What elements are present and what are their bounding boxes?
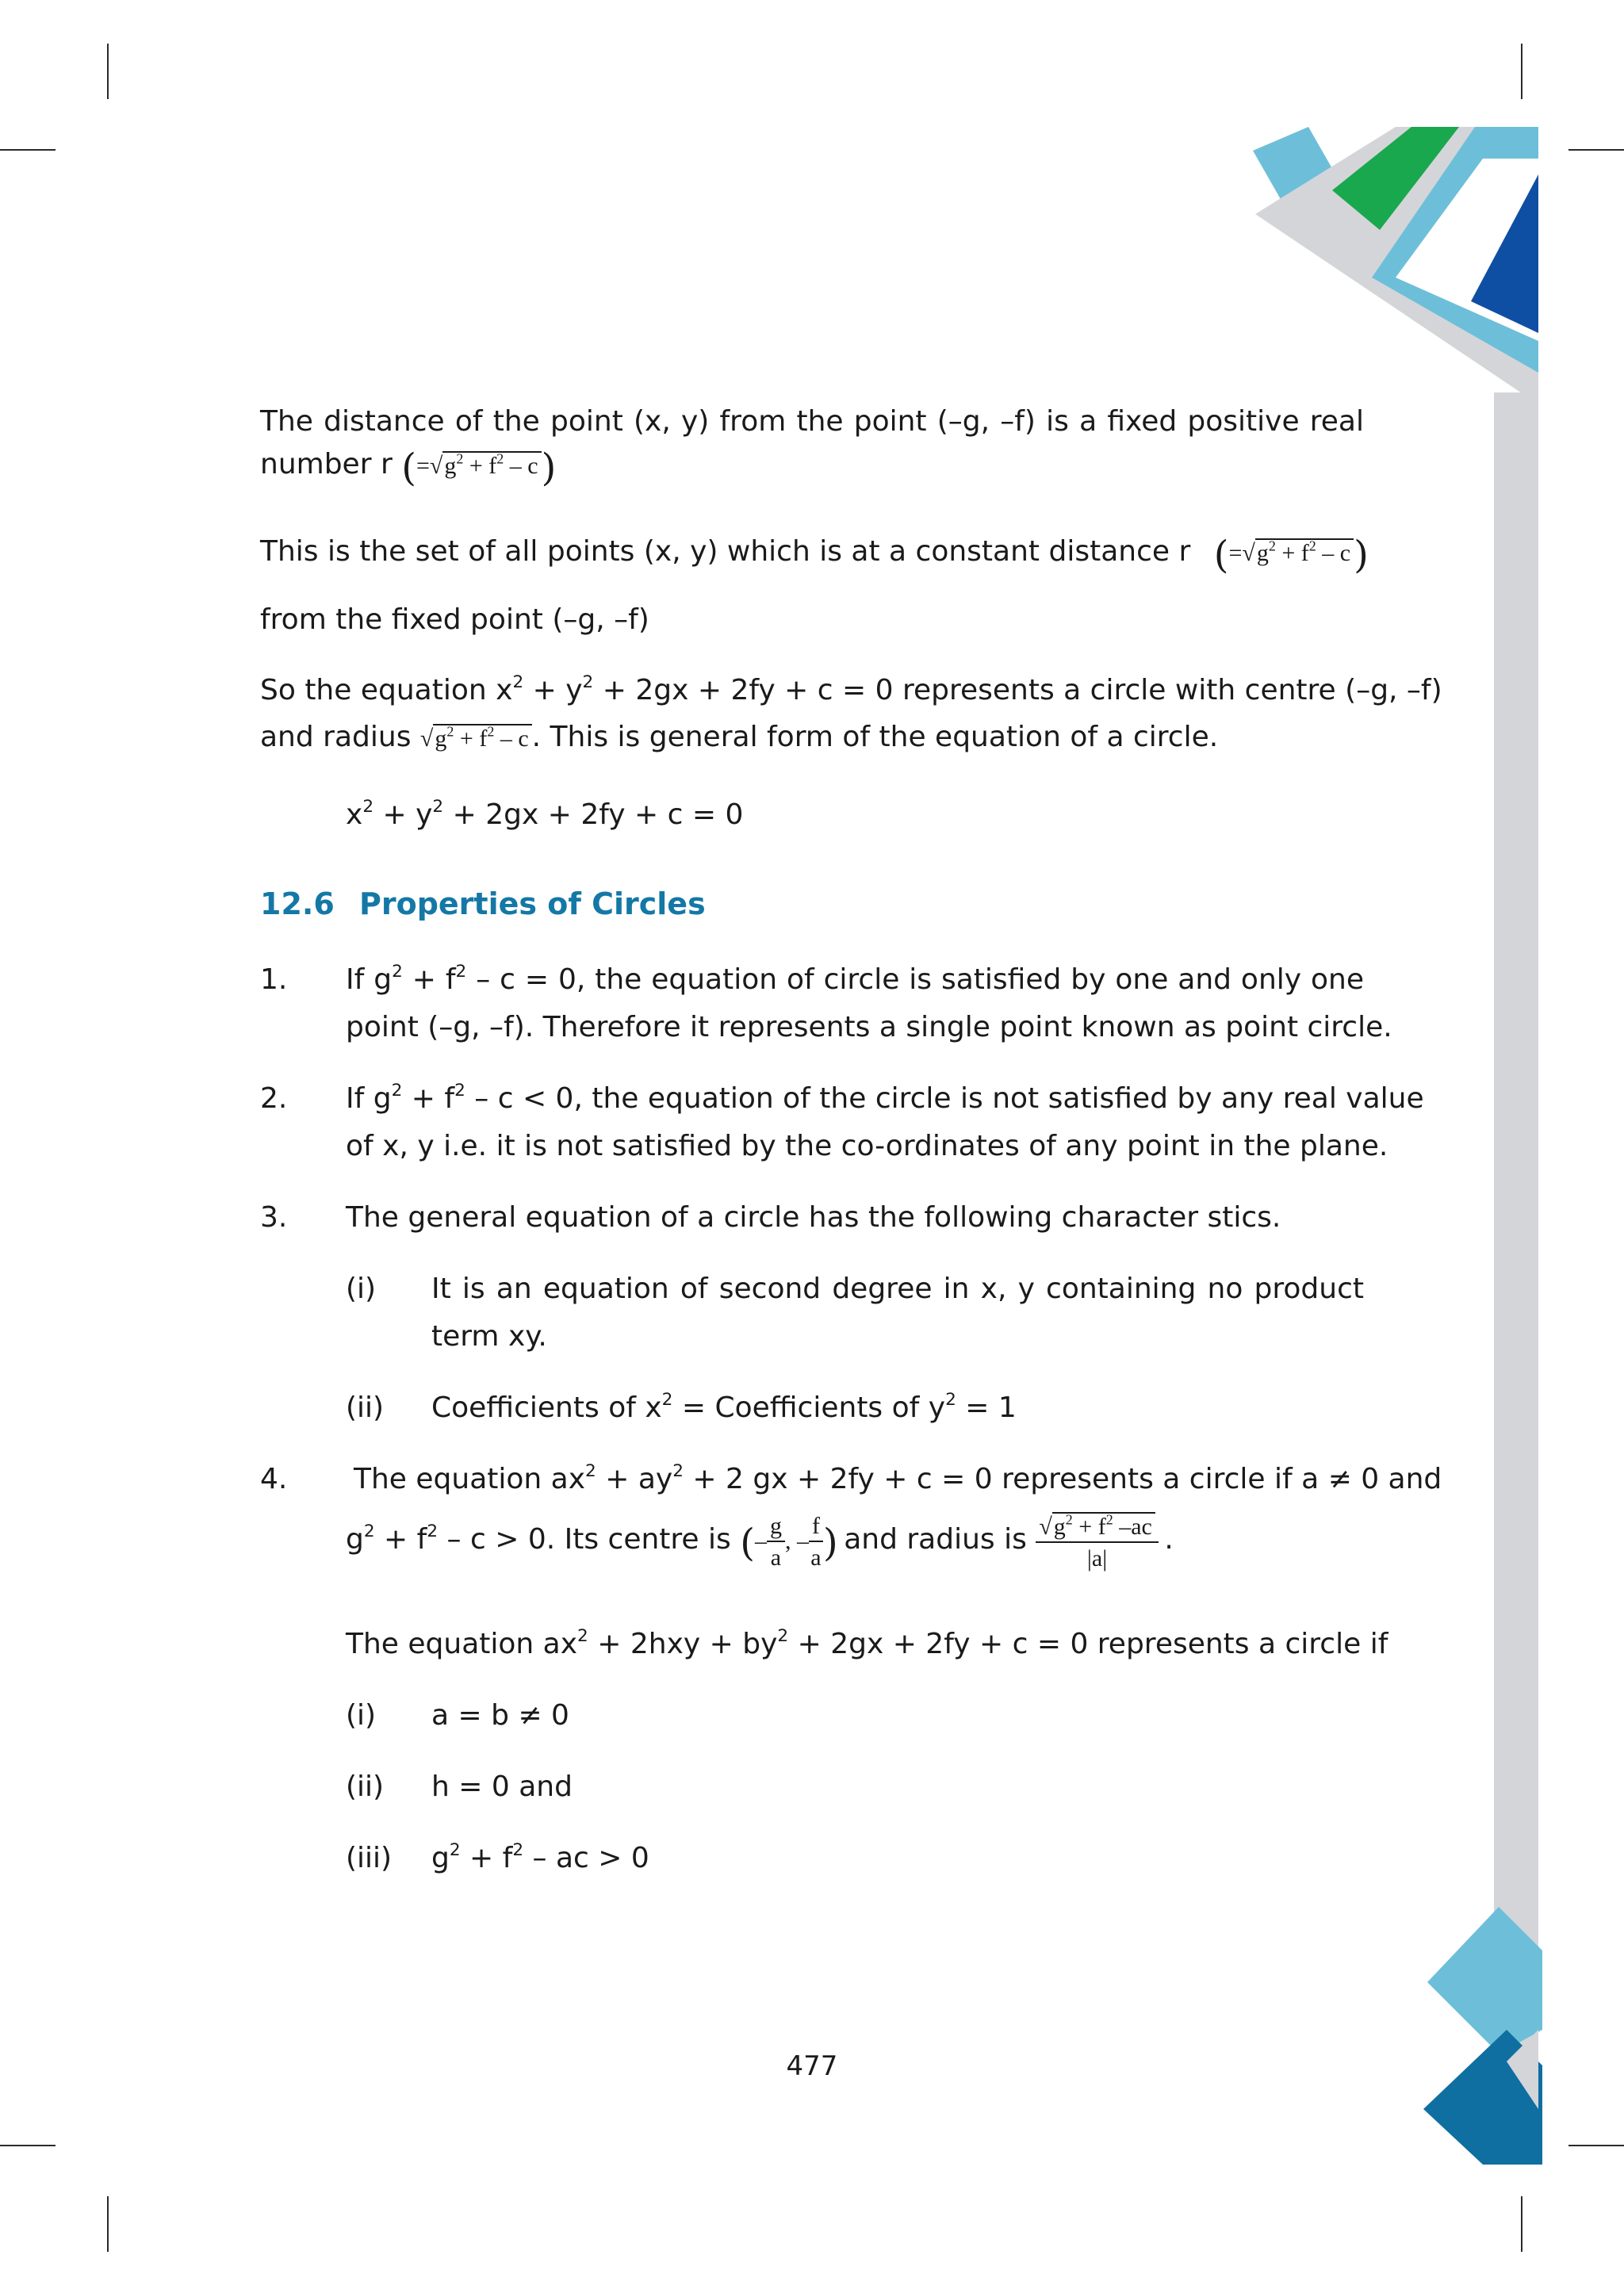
list-item-line: If $g^2 + f^2 - c < 0$, the equation of the circle is not satisfied by any real value bbox=[346, 1080, 1424, 1115]
list-item-line: If $g^2 + f^2 - c = 0$, the equation of circle is satisfied by one and only one bbox=[346, 961, 1364, 996]
condition-number: (ii) bbox=[346, 1770, 385, 1803]
list-item-line: The equation $ax^2 + ay^2 + 2$ gx + 2fy + c = 0 represents a circle if a ≠ 0 and bbox=[354, 1460, 1442, 1495]
sublist-item-line: term xy. bbox=[431, 1320, 547, 1353]
math-expression: $√g^2 + f^2 - c$ bbox=[420, 725, 532, 752]
condition-text: $g^2 + f^2$ – ac > 0 bbox=[431, 1839, 649, 1874]
general-equation: $x^2 + y^2 + 2gx + 2fy + c = 0$ bbox=[346, 796, 744, 831]
paragraph-text: This is the set of all points (x, y) which is at a constant distance r bbox=[260, 535, 1191, 568]
condition-number: (i) bbox=[346, 1699, 377, 1732]
paragraph-line bbox=[260, 533, 1369, 578]
list-item-line: The equation $ax^2 + 2hxy + by^2 + 2gx + 2fy + c = 0$ represents a circle if bbox=[346, 1625, 1388, 1660]
radius-expression: $\frac{√g^2 + f^2 -ac}{|a|}$ bbox=[1036, 1528, 1164, 1554]
sublist-item-line: Coefficients of $x^2$ = Coefficients of $y^2 = 1$ bbox=[431, 1389, 1017, 1424]
section-number: 12.6 bbox=[260, 886, 335, 921]
list-number: 3. bbox=[260, 1201, 288, 1234]
paragraph-line: So the equation $x^2 + y^2 + 2gx + 2fy + c = 0$ represents a circle with centre (–g, –f) bbox=[260, 672, 1442, 706]
list-item-line: $g^2 + f^2 - c > 0$. Its centre is (– $\frac{g}{a}$ , – $\frac{f}{a}$ ) and radius is $\frac{√g^2 + f^2 -ac}{|a|}$ . bbox=[346, 1511, 1174, 1571]
section-title: Properties of Circles bbox=[359, 886, 706, 921]
page-number: 477 bbox=[786, 2050, 838, 2082]
section-heading bbox=[260, 886, 706, 921]
paragraph-text: number r bbox=[260, 448, 393, 480]
sublist-number: (ii) bbox=[346, 1391, 385, 1424]
condition-text: a = b ≠ 0 bbox=[431, 1699, 569, 1732]
paragraph-line: and radius $√g^2 + f^2 - c$ . This is general form of the equation of a circle. bbox=[260, 721, 1219, 753]
list-item-line: of x, y i.e. it is not satisfied by the co-ordinates of any point in the plane. bbox=[346, 1130, 1388, 1162]
list-item-line: point (–g, –f). Therefore it represents a single point known as point circle. bbox=[346, 1011, 1392, 1043]
list-number: 2. bbox=[260, 1082, 288, 1115]
paragraph-line bbox=[260, 446, 557, 491]
paragraph-line: The distance of the point (x, y) from the point (–g, –f) is a fixed positive real bbox=[260, 405, 1364, 438]
math-expression: $(=√g^2 + f^2 - c)$ bbox=[1213, 533, 1369, 578]
paragraph-line: from the fixed point (–g, –f) bbox=[260, 603, 649, 636]
math-expression: $(=√g^2 + f^2 - c)$ bbox=[401, 446, 557, 491]
condition-text: h = 0 and bbox=[431, 1770, 573, 1803]
list-number: 4. bbox=[260, 1463, 288, 1495]
condition-number: (iii) bbox=[346, 1842, 393, 1874]
list-number: 1. bbox=[260, 963, 288, 996]
centre-expression: (– $\frac{g}{a}$ , – $\frac{f}{a}$ ) bbox=[740, 1513, 838, 1571]
sublist-number: (i) bbox=[346, 1273, 377, 1305]
list-item-line: The general equation of a circle has the following character stics. bbox=[346, 1201, 1281, 1234]
sublist-item-line: It is an equation of second degree in x, y containing no product bbox=[431, 1273, 1364, 1305]
